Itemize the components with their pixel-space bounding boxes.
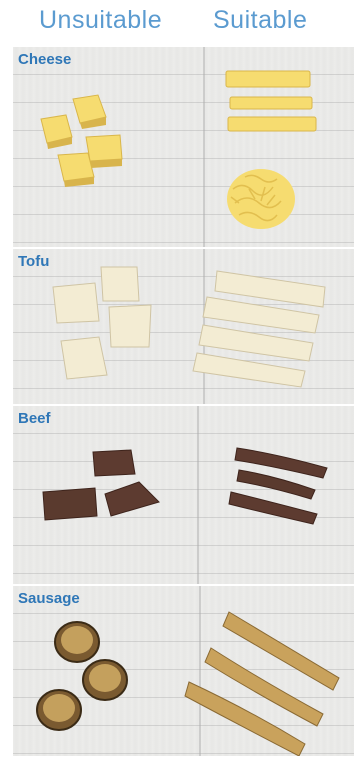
tofu-label: Tofu	[18, 253, 50, 270]
sausage-sticks	[175, 606, 350, 756]
cheese-panel	[13, 47, 354, 247]
sausage-panel	[13, 586, 354, 756]
column-headers	[0, 0, 357, 44]
cheese-label: Cheese	[18, 51, 72, 68]
tofu-cubes	[51, 263, 161, 388]
sausage-label: Sausage	[18, 590, 80, 607]
beef-chunks	[39, 446, 169, 526]
suitable-heading: Suitable	[213, 6, 308, 34]
beef-panel	[13, 406, 354, 584]
beef-strips	[227, 442, 337, 527]
tofu-sticks	[193, 267, 343, 392]
board-seam	[197, 406, 199, 584]
cheese-sticks	[218, 69, 328, 139]
beef-label: Beef	[18, 410, 51, 427]
sausage-slices	[33, 616, 143, 736]
grated-cheese	[221, 159, 301, 234]
tofu-panel	[13, 249, 354, 404]
cheese-cubes	[38, 89, 158, 189]
unsuitable-heading: Unsuitable	[39, 6, 163, 34]
board-seam	[203, 47, 205, 247]
